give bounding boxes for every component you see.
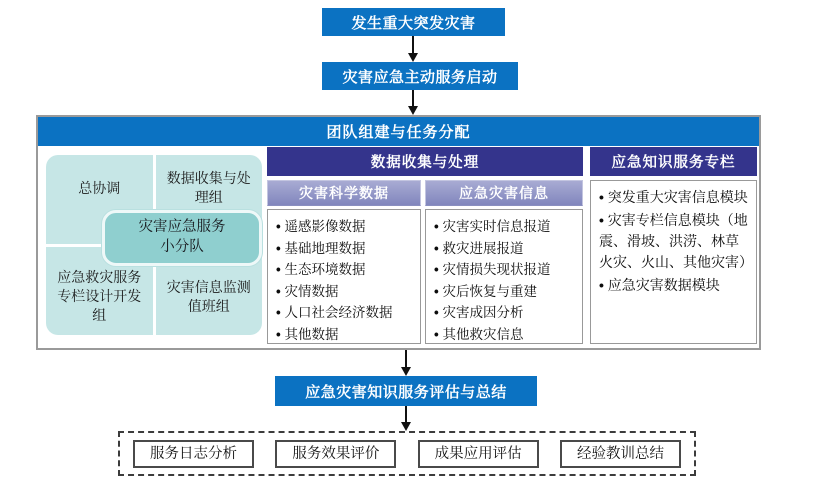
list-item: • 灾情损失现状报道 — [434, 259, 578, 281]
down-arrow-icon — [399, 406, 413, 431]
data-section-header — [267, 147, 583, 176]
down-arrow-icon — [406, 90, 420, 115]
flow-start-box — [322, 8, 505, 36]
science-data-list — [267, 209, 421, 344]
list-item: • 灾情数据 — [276, 281, 416, 303]
flow-launch-box — [322, 62, 518, 90]
list-item: • 遥感影像数据 — [276, 216, 416, 238]
science-data-title: 灾害科学数据 — [299, 185, 389, 201]
summary-container — [118, 431, 696, 476]
list-item: • 生态环境数据 — [276, 259, 416, 281]
emergency-info-list — [425, 209, 583, 344]
list-item: • 灾害成因分析 — [434, 302, 578, 324]
list-item: • 救灾进展报道 — [434, 238, 578, 260]
summary-label: 成果应用评估 — [434, 445, 522, 462]
list-item: • 应急灾害数据模块 — [599, 275, 752, 296]
list-item: • 灾害专栏信息模块（地震、滑坡、洪涝、林草火灾、火山、其他灾害） — [599, 210, 752, 273]
list-item: • 其他救灾信息 — [434, 324, 578, 344]
knowledge-section-title: 应急知识服务专栏 — [611, 155, 736, 171]
role-coordinator-label: 总协调 — [78, 179, 121, 196]
list-item: • 灾害实时信息报道 — [434, 216, 578, 238]
science-data-subheader — [267, 180, 421, 206]
role-data-group-label: 数据收集与处理组 — [166, 170, 251, 206]
summary-application-assessment-box — [418, 440, 539, 468]
emergency-info-subheader — [425, 180, 583, 206]
evaluation-label: 应急灾害知识服务评估与总结 — [305, 383, 507, 401]
down-arrow-icon — [406, 36, 420, 62]
list-item: • 基础地理数据 — [276, 238, 416, 260]
down-arrow-icon — [399, 350, 413, 376]
role-column-design-label: 应急救灾服务专栏设计开发组 — [57, 269, 142, 324]
summary-label: 服务效果评价 — [292, 445, 380, 462]
summary-log-analysis-box — [133, 440, 254, 468]
knowledge-module-list — [590, 180, 757, 344]
role-monitoring-label: 灾害信息监测值班组 — [166, 278, 251, 314]
list-item: • 其他数据 — [276, 324, 416, 344]
list-item: • 灾后恢复与重建 — [434, 281, 578, 303]
summary-label: 服务日志分析 — [150, 445, 237, 462]
emergency-info-title: 应急灾害信息 — [459, 185, 549, 201]
team-task-title: 团队组建与任务分配 — [326, 124, 471, 141]
flow-launch-label: 灾害应急主动服务启动 — [342, 68, 498, 86]
list-item: • 突发重大灾害信息模块 — [599, 187, 752, 208]
team-task-container — [36, 115, 761, 350]
summary-label: 经验教训总结 — [576, 445, 664, 462]
flow-start-label: 发生重大突发灾害 — [351, 14, 476, 32]
data-section-title: 数据收集与处理 — [370, 155, 480, 171]
evaluation-box — [275, 376, 537, 406]
summary-lessons-box — [560, 440, 681, 468]
squad-label-line2: 小分队 — [160, 239, 204, 255]
list-item: • 人口社会经济数据 — [276, 302, 416, 324]
squad-label-line1: 灾害应急服务 — [138, 219, 226, 236]
emergency-squad-box — [102, 210, 262, 266]
team-task-header — [38, 117, 759, 146]
summary-effect-evaluation-box — [275, 440, 396, 468]
knowledge-section-header — [590, 147, 757, 176]
